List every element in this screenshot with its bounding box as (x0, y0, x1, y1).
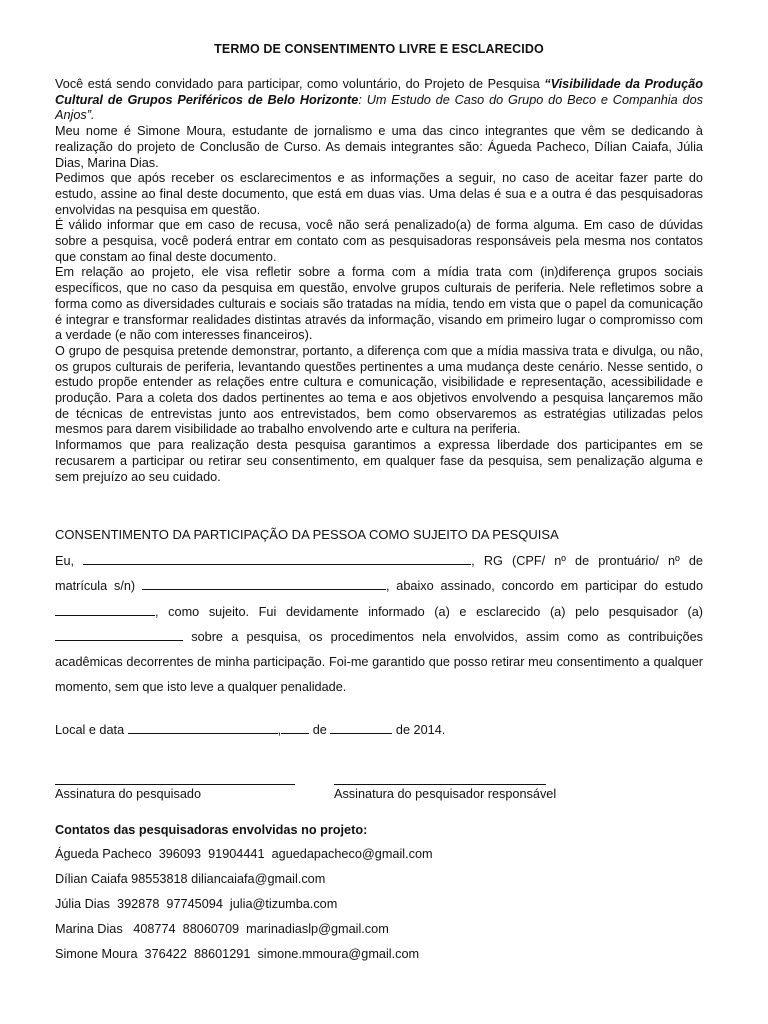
signature-researcher (334, 772, 594, 801)
researcher-blank-field[interactable] (55, 627, 183, 641)
signature-participant (55, 772, 295, 801)
paragraph-instructions: Pedimos que após receber os esclarecimentos e as informações a seguir, no caso de aceitar fazer parte do estudo, assine ao final deste documento, que está em duas vias. Uma delas é sua e a outra é das pesquisadoras envolvidas na pesquisa em questão. (55, 171, 703, 217)
rg-blank-field[interactable] (142, 576, 386, 590)
local-data-comma: , (277, 723, 282, 737)
project-title-bold: “Visibilidade da Produção Cultural de Grupos Periféricos de Belo Horizonte (55, 77, 703, 107)
contact-item: Águeda Pacheco 396093 91904441 aguedapacheco@gmail.com (55, 847, 433, 861)
paragraph-freedom: Informamos que para realização desta pesquisa garantimos a expressa liberdade dos participantes em se recusarem a participar ou retirar seu consentimento, em qualquer fase da pesquisa, sem penalização alguma e sem prejuízo ao seu cuidado. (55, 438, 703, 484)
signature-label-researcher: Assinatura do pesquisador responsável (334, 787, 557, 801)
study-blank-field[interactable] (55, 602, 155, 616)
document-title: TERMO DE CONSENTIMENTO LIVRE E ESCLARECIDO (214, 42, 544, 56)
consent-text-5: sobre a pesquisa, os procedimentos nela envolvidos, assim como as contribuições acadêmicas decorrentes de minha participação. Foi-me garantido que posso retirar meu consentimento a qualquer momento, sem que isto leve a qualquer penalidade. (55, 629, 703, 695)
contact-item: Dílian Caiafa 98553818 diliancaiafa@gmail.com (55, 872, 326, 886)
paragraph-objectives: O grupo de pesquisa pretende demonstrar, portanto, a diferença com que a mídia massiva trata e divulga, ou não, os grupos culturais de periferia, levantando questões pertinentes a uma mudança deste cenário. Nesse sentido, o estudo propõe entender as relações entre cultura e comunicação, visibilidade e representação, acessibilidade e produção. Para a coleta dos dados pertinentes ao tema e aos objetivos envolvendo a pesquisa lançaremos mão de técnicas de entrevistas junto aos entrevistados, bem como observaremos as estratégias utilizadas pelos mesmos para darem visibilidade ao trabalho envolvendo arte e cultura na periferia. (55, 343, 703, 437)
intro-plain-text: Você está sendo convidado para participar, como voluntário, do Projeto de Pesquisa (55, 77, 545, 91)
contact-item: Simone Moura 376422 88601291 simone.mmoura@gmail.com (55, 947, 420, 961)
signature-label-participant: Assinatura do pesquisado (55, 787, 202, 801)
consent-text-2: , RG (CPF/ nº de prontuário/ nº de matrícula s/n) (55, 554, 703, 594)
local-data-year: de 2014. (395, 723, 446, 737)
contacts-heading: Contatos das pesquisadoras envolvidas no projeto: (55, 823, 368, 837)
consent-statement (55, 549, 703, 701)
paragraph-refusal: É válido informar que em caso de recusa, você não será penalizado(a) de forma alguma. Em caso de dúvidas sobre a pesquisa, você poderá entrar em contato com as pesquisadoras responsáveis pela mesma nos contatos que constam ao final deste documento. (55, 218, 703, 264)
local-blank-field[interactable] (128, 720, 278, 734)
consent-heading: CONSENTIMENTO DA PARTICIPAÇÃO DA PESSOA COMO SUJEITO DA PESQUISA (55, 527, 559, 542)
paragraph-intro (55, 77, 703, 124)
consent-text-3: , abaixo assinado, concordo em participar do estudo (385, 579, 704, 594)
signature-line-participant[interactable] (55, 772, 295, 785)
consent-text-1: Eu, (55, 554, 75, 568)
contact-item: Marina Dias 408774 88060709 marinadiaslp@gmail.com (55, 922, 389, 936)
name-blank-field[interactable] (83, 551, 471, 565)
paragraph-project: Em relação ao projeto, ele visa refletir sobre a forma com a mídia trata com (in)diferença grupos sociais específicos, que no caso da pesquisa em questão, envolve grupos culturais de periferia. Nele refletimos sobre a forma como as diversidades culturais e sociais são tratadas na mídia, tendo em vista que o papel da comunicação é integrar e transformar realidades distintas através da informação, visando em primeiro lugar o compromisso com a verdade (e não com interesses financeiros). (55, 265, 703, 343)
intro-body (55, 77, 703, 485)
signature-line-researcher[interactable] (334, 772, 546, 785)
contact-item: Júlia Dias 392878 97745094 julia@tizumba.com (55, 897, 338, 911)
paragraph-author: Meu nome é Simone Moura, estudante de jornalismo e uma das cinco integrantes que vêm se dedicando à realização do projeto de Conclusão de Curso. As demais integrantes são: Águeda Pacheco, Dílian Caiafa, Júlia Dias, Marina Dias. (55, 124, 703, 170)
local-data-de: de (312, 723, 327, 737)
day-blank-field[interactable] (281, 720, 309, 734)
local-data-label: Local e data (55, 723, 125, 737)
consent-text-4: , como sujeito. Fui devidamente informado (a) e esclarecido (a) pelo pesquisador (a) (155, 604, 703, 619)
project-subtitle-italic: : Um Estudo de Caso do Grupo do Beco e Companhia dos Anjos”. (55, 92, 703, 123)
local-data-line (55, 720, 445, 737)
month-blank-field[interactable] (330, 720, 392, 734)
